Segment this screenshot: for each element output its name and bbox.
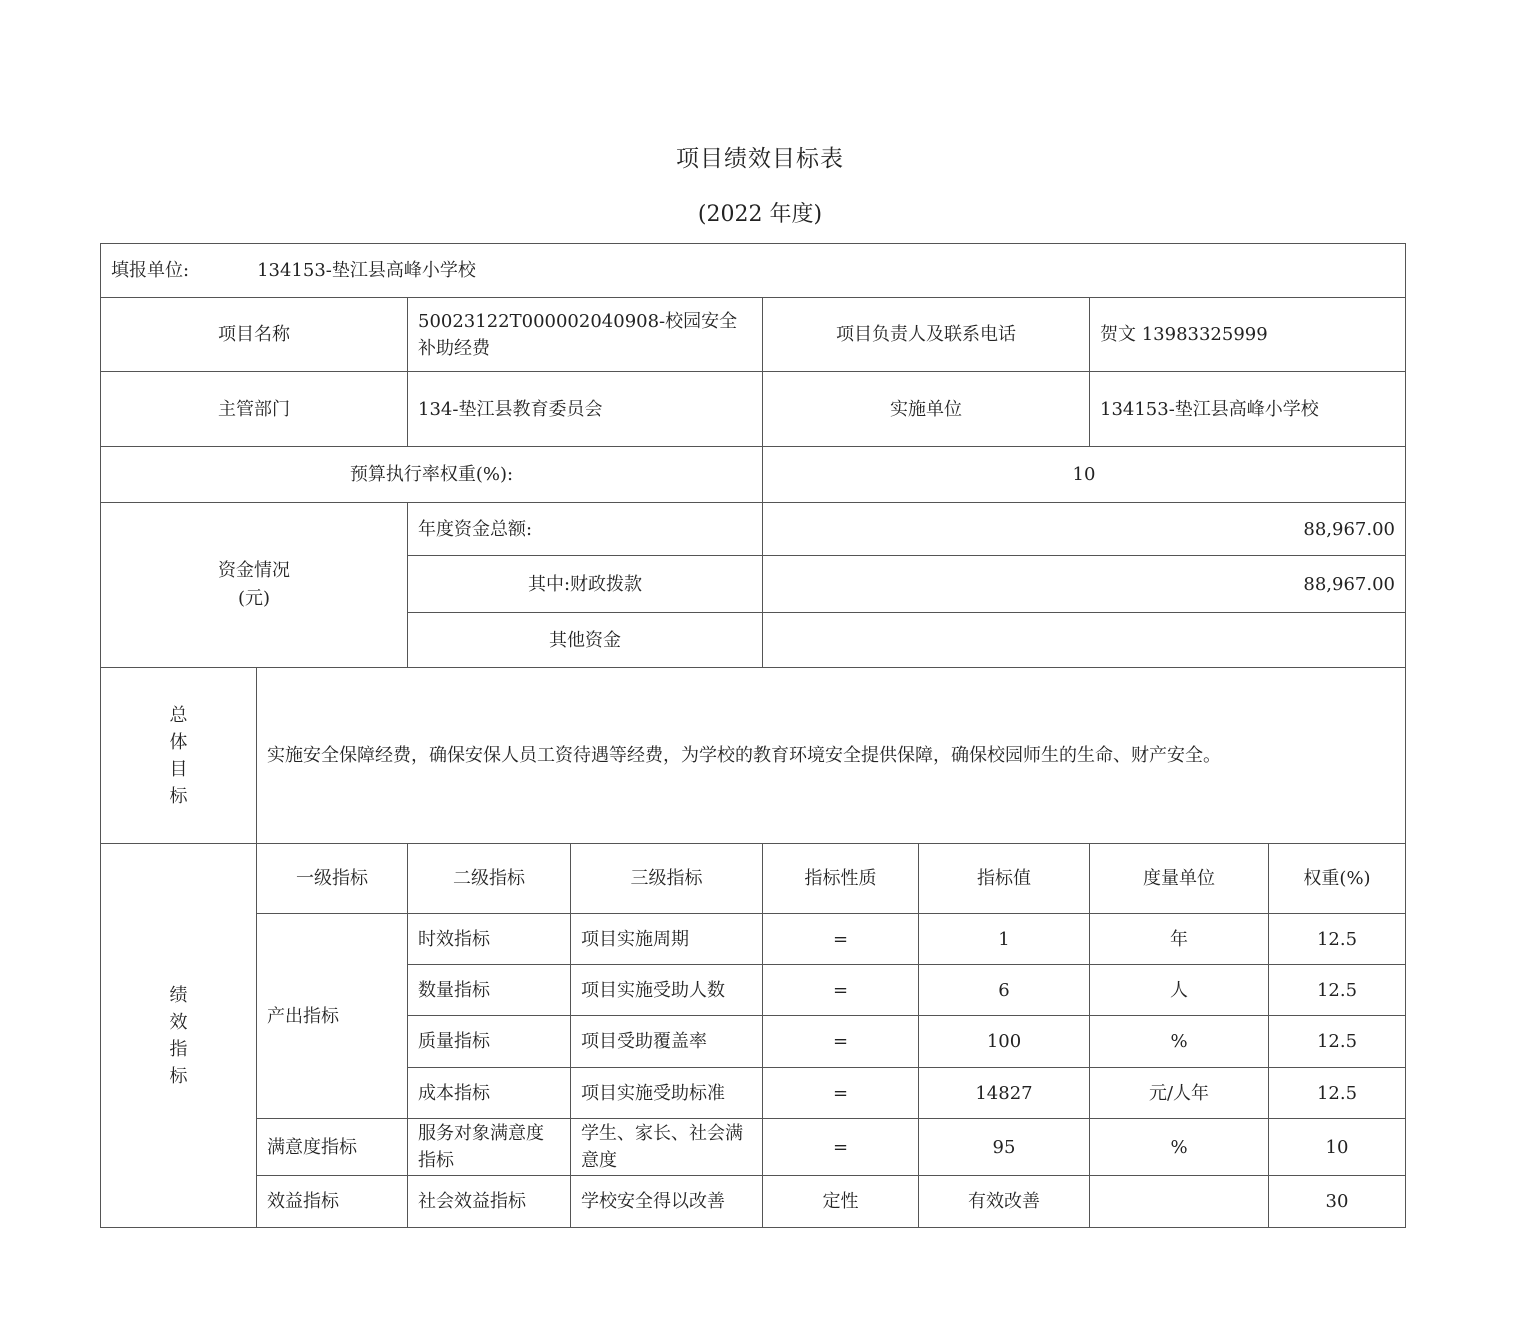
group-benefit: 效益指标 <box>257 1176 408 1228</box>
row-weight: 12.5 <box>1269 965 1406 1016</box>
dept-value: 134-垫江县教育委员会 <box>408 372 763 447</box>
table-row <box>101 914 1406 965</box>
perf-header-row <box>101 844 1406 914</box>
goal-label-char: 总 <box>169 704 188 726</box>
header-level2: 二级指标 <box>408 844 571 914</box>
funds-label-line2: (元) <box>237 588 271 609</box>
row-weight: 12.5 <box>1269 1068 1406 1119</box>
row-level2: 成本指标 <box>408 1068 571 1119</box>
perf-label-char: 指 <box>169 1038 188 1060</box>
goal-label-char: 标 <box>169 785 188 807</box>
row-value: 1 <box>919 914 1090 965</box>
dept-label: 主管部门 <box>101 372 408 447</box>
budget-weight-label: 预算执行率权重(%): <box>101 447 763 503</box>
row-level2: 社会效益指标 <box>408 1176 571 1228</box>
group-satisfaction: 满意度指标 <box>257 1119 408 1176</box>
funds-label <box>101 503 408 668</box>
unit-cell <box>101 244 1406 298</box>
group-output: 产出指标 <box>257 914 408 1119</box>
table-row <box>101 1119 1406 1176</box>
funds-total-value: 88,967.00 <box>763 503 1406 556</box>
overall-goal-label <box>101 668 257 844</box>
unit-row <box>101 244 1406 298</box>
row-weight: 12.5 <box>1269 914 1406 965</box>
unit-label: 填报单位: <box>111 260 190 281</box>
funds-other-value <box>763 613 1406 668</box>
project-name-label: 项目名称 <box>101 298 408 372</box>
row-level3: 项目实施受助人数 <box>571 965 763 1016</box>
header-level1: 一级指标 <box>257 844 408 914</box>
row-unit <box>1090 1176 1269 1228</box>
leader-value: 贺文 13983325999 <box>1090 298 1406 372</box>
row-level3: 学校安全得以改善 <box>571 1176 763 1228</box>
row-level2: 数量指标 <box>408 965 571 1016</box>
budget-weight-row <box>101 447 1406 503</box>
row-nature: = <box>763 1068 919 1119</box>
performance-goal-table <box>100 243 1406 1228</box>
funds-fiscal-label: 其中:财政拨款 <box>408 556 763 613</box>
project-name-row <box>101 298 1406 372</box>
row-nature: 定性 <box>763 1176 919 1228</box>
row-weight: 10 <box>1269 1119 1406 1176</box>
row-level3: 学生、家长、社会满意度 <box>571 1119 763 1176</box>
row-weight: 30 <box>1269 1176 1406 1228</box>
row-value: 95 <box>919 1119 1090 1176</box>
funds-label-line1: 资金情况 <box>218 560 290 581</box>
unit-value: 134153-垫江县高峰小学校 <box>257 260 476 281</box>
funds-other-label: 其他资金 <box>408 613 763 668</box>
row-level2: 服务对象满意度指标 <box>408 1119 571 1176</box>
row-nature: = <box>763 1119 919 1176</box>
row-unit: 元/人年 <box>1090 1068 1269 1119</box>
row-level2: 时效指标 <box>408 914 571 965</box>
row-level3: 项目实施周期 <box>571 914 763 965</box>
row-value: 14827 <box>919 1068 1090 1119</box>
header-level3: 三级指标 <box>571 844 763 914</box>
overall-goal-row <box>101 668 1406 844</box>
funds-total-label: 年度资金总额: <box>408 503 763 556</box>
row-weight: 12.5 <box>1269 1016 1406 1068</box>
header-weight: 权重(%) <box>1269 844 1406 914</box>
row-nature: = <box>763 1016 919 1068</box>
row-value: 6 <box>919 965 1090 1016</box>
row-level3: 项目受助覆盖率 <box>571 1016 763 1068</box>
budget-weight-value: 10 <box>763 447 1406 503</box>
project-name-value: 50023122T000002040908-校园安全补助经费 <box>408 298 763 372</box>
leader-label: 项目负责人及联系电话 <box>763 298 1090 372</box>
row-nature: = <box>763 965 919 1016</box>
row-level3: 项目实施受助标准 <box>571 1068 763 1119</box>
funds-total-row <box>101 503 1406 556</box>
impl-unit-label: 实施单位 <box>763 372 1090 447</box>
perf-label-char: 标 <box>169 1065 188 1087</box>
overall-goal-text: 实施安全保障经费，确保安保人员工资待遇等经费，为学校的教育环境安全提供保障，确保校园师生的生命、财产安全。 <box>257 668 1406 844</box>
row-unit: % <box>1090 1016 1269 1068</box>
goal-label-char: 体 <box>169 731 188 753</box>
row-value: 100 <box>919 1016 1090 1068</box>
perf-label-char: 效 <box>169 1011 188 1033</box>
row-value: 有效改善 <box>919 1176 1090 1228</box>
row-level2: 质量指标 <box>408 1016 571 1068</box>
page-title: 项目绩效目标表 <box>676 146 844 172</box>
header-value: 指标值 <box>919 844 1090 914</box>
header-nature: 指标性质 <box>763 844 919 914</box>
goal-label-char: 目 <box>169 758 188 780</box>
page-subtitle: (2022 年度) <box>697 202 823 227</box>
header-unit: 度量单位 <box>1090 844 1269 914</box>
perf-indicator-label <box>101 844 257 1228</box>
row-unit: % <box>1090 1119 1269 1176</box>
funds-fiscal-value: 88,967.00 <box>763 556 1406 613</box>
row-unit: 年 <box>1090 914 1269 965</box>
row-unit: 人 <box>1090 965 1269 1016</box>
impl-unit-value: 134153-垫江县高峰小学校 <box>1090 372 1406 447</box>
dept-row <box>101 372 1406 447</box>
row-nature: = <box>763 914 919 965</box>
table-row <box>101 1176 1406 1228</box>
perf-label-char: 绩 <box>169 984 188 1006</box>
